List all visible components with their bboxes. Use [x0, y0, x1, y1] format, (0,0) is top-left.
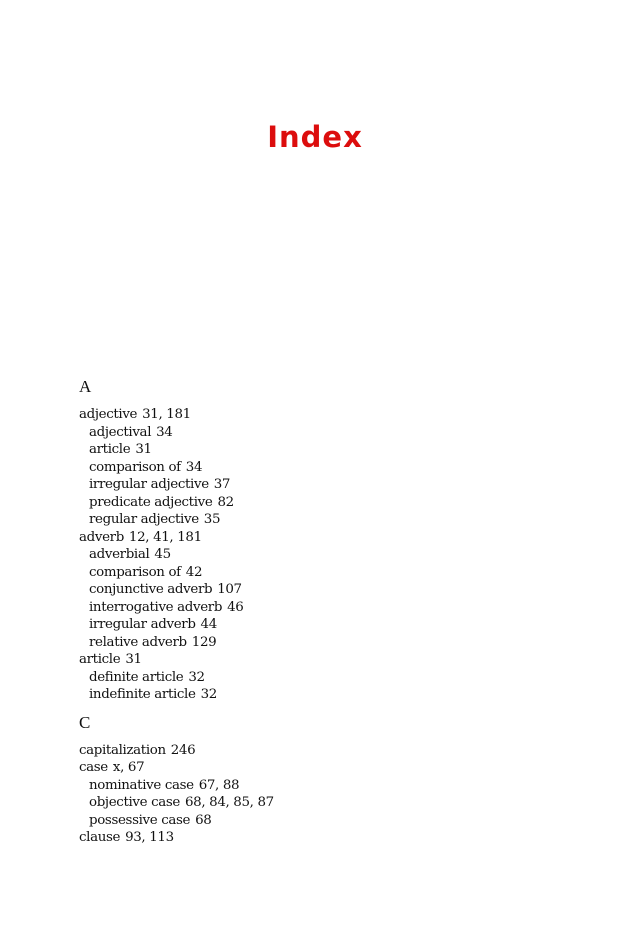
index-subentry [79, 599, 579, 617]
index-subentry [79, 564, 579, 582]
index-entry [79, 406, 579, 424]
entry-page-numbers: 31, 181 [142, 407, 191, 422]
entry-page-numbers: 67, 88 [198, 777, 240, 793]
entry-page-numbers: 82 [217, 494, 234, 510]
index-entry [79, 742, 579, 760]
index-section-a [79, 376, 579, 704]
entry-page-numbers: 35 [203, 512, 221, 527]
entry-term: regular adjective [89, 512, 199, 527]
index-subentry [79, 634, 579, 652]
entry-page-numbers: 32 [200, 687, 217, 702]
index-subentry [79, 581, 579, 599]
entry-page-numbers: 68, 84, 85, 87 [185, 795, 274, 810]
entry-term: possessive case [89, 812, 191, 828]
entry-term: irregular adjective [89, 477, 209, 492]
entry-page-numbers: 34 [156, 424, 173, 440]
entry-term: capitalization [79, 742, 166, 758]
index-subentry [79, 686, 579, 704]
entry-page-numbers: 42 [185, 564, 203, 580]
entry-page-numbers: 12, 41, 181 [128, 529, 202, 545]
entry-term: conjunctive adverb [89, 582, 213, 597]
index-subentry [79, 459, 579, 477]
entry-page-numbers: 44 [200, 617, 217, 632]
index-section-c [79, 712, 579, 847]
entry-page-numbers: 246 [170, 742, 196, 758]
index-subentry [79, 794, 579, 812]
entry-term: adverbial [89, 547, 150, 562]
entry-page-numbers: 68 [195, 812, 212, 828]
index-entry [79, 651, 579, 669]
entry-term: relative adverb [89, 634, 187, 650]
index-subentry [79, 669, 579, 687]
page-title: Index [267, 120, 363, 154]
entry-term: article [79, 652, 121, 667]
entry-page-numbers: 32 [188, 669, 205, 685]
entry-page-numbers: 31 [125, 652, 142, 667]
entry-term: comparison of [89, 564, 181, 580]
entry-page-numbers: 46 [227, 599, 244, 615]
entry-term: clause [79, 830, 121, 845]
index-subentry [79, 777, 579, 795]
entry-term: case [79, 760, 108, 775]
index-subentry [79, 424, 579, 442]
section-letter: A [79, 377, 92, 396]
entry-page-numbers: x, 67 [112, 760, 145, 775]
index-subentry [79, 616, 579, 634]
entry-term: predicate adjective [89, 494, 213, 510]
entry-term: article [89, 442, 131, 457]
entry-page-numbers: 45 [154, 547, 171, 562]
entry-page-numbers: 93, 113 [125, 830, 174, 845]
entry-term: irregular adverb [89, 617, 196, 632]
entry-term: adverb [79, 529, 124, 545]
entry-term: nominative case [89, 777, 194, 793]
entry-term: indefinite article [89, 687, 196, 702]
entry-page-numbers: 107 [217, 582, 242, 597]
entry-page-numbers: 31 [135, 442, 152, 457]
entry-term: interrogative adverb [89, 599, 223, 615]
index-subentry [79, 511, 579, 529]
entry-page-numbers: 37 [213, 477, 231, 492]
entry-term: adjective [79, 407, 138, 422]
index-subentry [79, 812, 579, 830]
entry-page-numbers: 34 [185, 459, 203, 475]
index-subentry [79, 494, 579, 512]
index-list [79, 376, 579, 847]
entry-page-numbers: 129 [191, 634, 217, 650]
entry-term: definite article [89, 669, 184, 685]
index-subentry [79, 476, 579, 494]
entry-term: comparison of [89, 459, 181, 475]
index-subentry [79, 441, 579, 459]
index-entry [79, 759, 579, 777]
index-subentry [79, 546, 579, 564]
entry-term: objective case [89, 795, 180, 810]
section-letter: C [79, 712, 91, 732]
entry-term: adjectival [89, 424, 152, 440]
index-entry [79, 829, 579, 847]
index-entry [79, 529, 579, 547]
